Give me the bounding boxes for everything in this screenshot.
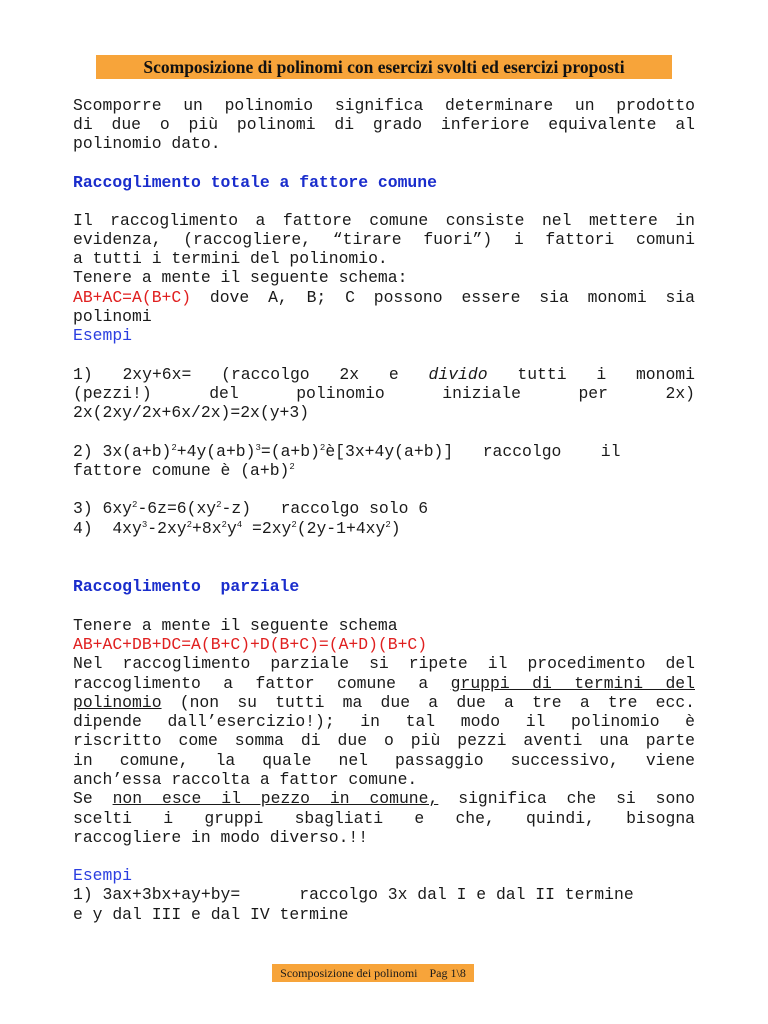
- paragraph-line: polinomi: [73, 307, 152, 326]
- schema-line: [73, 288, 695, 308]
- example-text: =2xy: [242, 519, 292, 538]
- document-title: Scomposizione di polinomi con esercizi svolti ed esercizi proposti: [96, 55, 672, 79]
- example-text: +8x: [192, 519, 222, 538]
- exponent: 2: [221, 520, 227, 530]
- example-4: [73, 519, 695, 539]
- example-italic: divido: [428, 365, 488, 384]
- exponent: 2: [319, 443, 326, 453]
- exponent: 2: [132, 500, 138, 510]
- paragraph-line: [73, 693, 695, 713]
- paragraph-line: in comune, la quale nel passaggio successivo, viene: [73, 751, 695, 770]
- paragraph-line: [73, 789, 695, 809]
- paragraph-line: evidenza, (raccogliere, “tirare fuori”) i fattori comuni: [73, 230, 695, 249]
- paragraph-text: Se: [73, 789, 113, 808]
- example-text: +4y(a+b): [176, 442, 256, 461]
- underlined-text: polinomio: [73, 693, 162, 712]
- exponent: 2: [216, 500, 222, 510]
- example-3: [73, 499, 695, 519]
- example-text: è[3x+4y(a+b)] raccolgo il: [325, 442, 621, 461]
- paragraph-line: anch’essa raccolta a fattor comune.: [73, 770, 418, 789]
- example-line: 1) 3ax+3bx+ay+by= raccolgo 3x dal I e dal II termine: [73, 885, 634, 904]
- paragraph-line: riscritto come somma di due o più pezzi aventi una parte: [73, 731, 695, 750]
- example-text: fattore comune è (a+b): [73, 461, 290, 480]
- example-text: y: [226, 519, 237, 538]
- schema-text: dove A, B; C possono essere sia monomi sia: [191, 288, 695, 307]
- paragraph-text: raccoglimento a fattor comune a: [73, 674, 451, 693]
- example-2-line-2: [73, 461, 695, 481]
- example-text: 2) 3x(a+b): [73, 442, 172, 461]
- paragraph-line: a tutti i termini del polinomio.: [73, 249, 388, 268]
- exponent: 3: [255, 443, 261, 453]
- section-heading-raccoglimento-totale: Raccoglimento totale a fattore comune: [73, 173, 437, 192]
- example-1-line-1: [73, 365, 695, 385]
- page-footer: [272, 964, 474, 982]
- example-text: -6z=6(xy: [137, 499, 217, 518]
- intro-line-1: Scomporre un polinomio significa determinare un prodotto: [73, 96, 695, 115]
- example-1-line-2: (pezzi!) del polinomio iniziale per 2x): [73, 384, 695, 403]
- esempi-label: Esempi: [73, 866, 133, 885]
- example-text: =(a+b): [260, 442, 320, 461]
- exponent: 3: [141, 520, 148, 530]
- paragraph-line: Il raccoglimento a fattore comune consiste nel mettere in: [73, 211, 695, 230]
- paragraph-line: Tenere a mente il seguente schema: [73, 616, 398, 635]
- exponent: 2: [291, 520, 297, 530]
- paragraph-text: significa che si sono: [438, 789, 695, 808]
- paragraph-line: dipende dall’esercizio!); in tal modo il polinomio è: [73, 712, 695, 731]
- example-text: tutti i monomi: [487, 365, 695, 384]
- paragraph-line: [73, 674, 695, 694]
- exponent: 2: [289, 462, 295, 472]
- esempi-label: Esempi: [73, 326, 133, 345]
- example-1-line-3: 2x(2xy/2x+6x/2x)=2x(y+3): [73, 403, 310, 422]
- schema-formula: AB+AC=A(B+C): [73, 288, 192, 307]
- intro-line-3: polinomio dato.: [73, 134, 221, 153]
- section-heading-raccoglimento-parziale: Raccoglimento parziale: [73, 577, 300, 596]
- paragraph-line: Tenere a mente il seguente schema:: [73, 268, 408, 287]
- underlined-text: non esce il pezzo in comune,: [112, 789, 439, 808]
- intro-line-2: di due o più polinomi di grado inferiore equivalente al: [73, 115, 695, 134]
- example-line: e y dal III e dal IV termine: [73, 905, 349, 924]
- exponent: 2: [186, 520, 193, 530]
- example-text: 4) 4xy: [73, 519, 142, 538]
- paragraph-text: (non su tutti ma due a due a tre a tre ecc.: [161, 693, 695, 712]
- schema-formula: AB+AC+DB+DC=A(B+C)+D(B+C)=(A+D)(B+C): [73, 635, 428, 654]
- example-text: -z) raccolgo solo 6: [221, 499, 429, 518]
- paragraph-line: Nel raccoglimento parziale si ripete il procedimento del: [73, 654, 695, 673]
- footer-text: Scomposizione dei polinomi Pag 1\8: [280, 966, 466, 980]
- underlined-text: gruppi di termini del: [450, 674, 695, 693]
- exponent: 2: [171, 443, 177, 453]
- example-text: 3) 6xy: [73, 499, 133, 518]
- exponent: 2: [385, 520, 391, 530]
- example-text: -2xy: [147, 519, 187, 538]
- example-text: 1) 2xy+6x= (raccolgo 2x e: [73, 365, 429, 384]
- example-text: (2y-1+4xy: [296, 519, 386, 538]
- example-2-line-1: [73, 442, 695, 462]
- exponent: 4: [236, 520, 243, 530]
- paragraph-line: scelti i gruppi sbagliati e che, quindi, bisogna: [73, 809, 695, 828]
- example-text: ): [390, 519, 401, 538]
- paragraph-line: raccogliere in modo diverso.!!: [73, 828, 369, 847]
